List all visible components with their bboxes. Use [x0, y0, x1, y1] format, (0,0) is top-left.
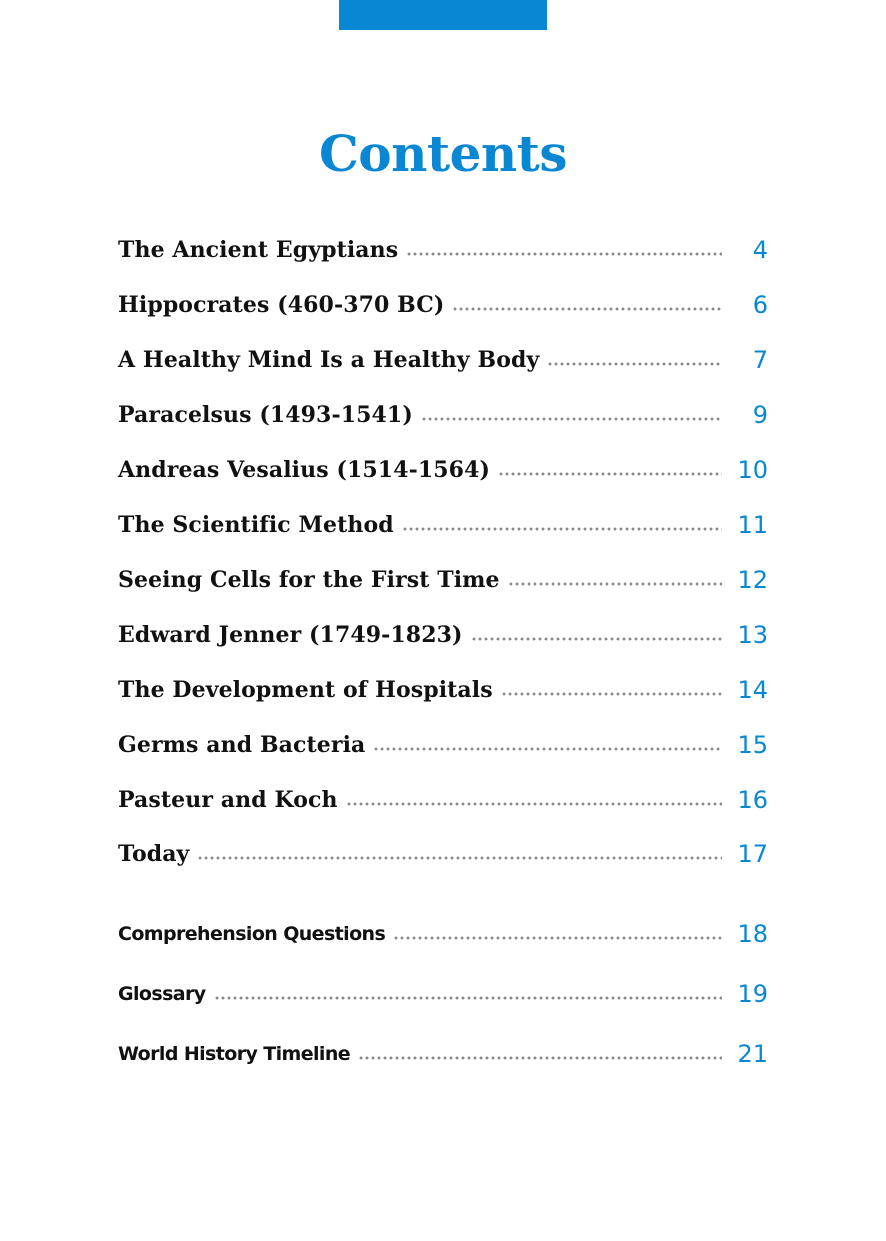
back-matter-title: World History Timeline — [118, 1043, 351, 1065]
toc-entry-title: Seeing Cells for the First Time — [118, 567, 500, 593]
toc-entry-page: 6 — [752, 291, 768, 319]
dot-leader — [373, 747, 722, 751]
toc-entry-title: Today — [118, 841, 190, 867]
dot-leader — [358, 1056, 722, 1060]
toc-entry-page: 14 — [737, 676, 768, 704]
back-matter-page: 19 — [737, 980, 768, 1008]
back-matter-page: 18 — [737, 920, 768, 948]
toc-entry-page: 10 — [737, 456, 768, 484]
dot-leader — [402, 527, 722, 531]
toc-entry-title: Andreas Vesalius (1514-1564) — [118, 457, 490, 483]
dot-leader — [421, 417, 722, 421]
back-matter-entry[interactable] — [118, 1034, 768, 1074]
dot-leader — [547, 362, 722, 366]
toc-entry[interactable] — [118, 230, 768, 270]
dot-leader — [452, 307, 722, 311]
page-title: Contents — [318, 124, 567, 183]
toc-entry-page: 9 — [752, 401, 768, 429]
dot-leader — [501, 692, 722, 696]
toc-entry-page: 13 — [737, 621, 768, 649]
toc-entry[interactable] — [118, 505, 768, 545]
dot-leader — [471, 637, 722, 641]
dot-leader — [406, 252, 722, 256]
toc-entry[interactable] — [118, 285, 768, 325]
toc-entry[interactable] — [118, 670, 768, 710]
toc-entry-title: The Scientific Method — [118, 512, 394, 538]
back-matter-title: Comprehension Questions — [118, 923, 386, 945]
toc-entry-page: 16 — [737, 786, 768, 814]
toc-entry-page: 11 — [737, 511, 768, 539]
dot-leader — [498, 472, 722, 476]
back-matter-entry[interactable] — [118, 914, 768, 954]
toc-entry[interactable] — [118, 780, 768, 820]
toc-entry[interactable] — [118, 725, 768, 765]
toc-entry-title: Paracelsus (1493-1541) — [118, 402, 413, 428]
toc-entry-title: A Healthy Mind Is a Healthy Body — [118, 347, 540, 373]
toc-entry-page: 17 — [737, 840, 768, 868]
toc-entry-page: 7 — [752, 346, 768, 374]
toc-entry-page: 15 — [737, 731, 768, 759]
toc-entry-title: Edward Jenner (1749-1823) — [118, 622, 463, 648]
back-matter-title: Glossary — [118, 983, 206, 1005]
toc-entry[interactable] — [118, 615, 768, 655]
toc-entry-title: The Development of Hospitals — [118, 677, 493, 703]
dot-leader — [393, 936, 722, 940]
back-matter-entry[interactable] — [118, 974, 768, 1014]
toc-entry[interactable] — [118, 395, 768, 435]
toc-entry-page: 4 — [752, 236, 768, 264]
top-accent-bar — [339, 0, 547, 30]
toc-entry-page: 12 — [737, 566, 768, 594]
toc-entry-title: Germs and Bacteria — [118, 732, 366, 758]
toc-entry-title: The Ancient Egyptians — [118, 237, 399, 263]
toc-entry[interactable] — [118, 450, 768, 490]
dot-leader — [346, 802, 722, 806]
toc-entry[interactable] — [118, 834, 768, 874]
dot-leader — [197, 856, 722, 860]
toc-entry-title: Hippocrates (460-370 BC) — [118, 292, 445, 318]
toc-entry[interactable] — [118, 340, 768, 380]
back-matter-page: 21 — [737, 1040, 768, 1068]
dot-leader — [214, 996, 722, 1000]
dot-leader — [508, 582, 722, 586]
toc-entry[interactable] — [118, 560, 768, 600]
toc-entry-title: Pasteur and Koch — [118, 787, 338, 813]
